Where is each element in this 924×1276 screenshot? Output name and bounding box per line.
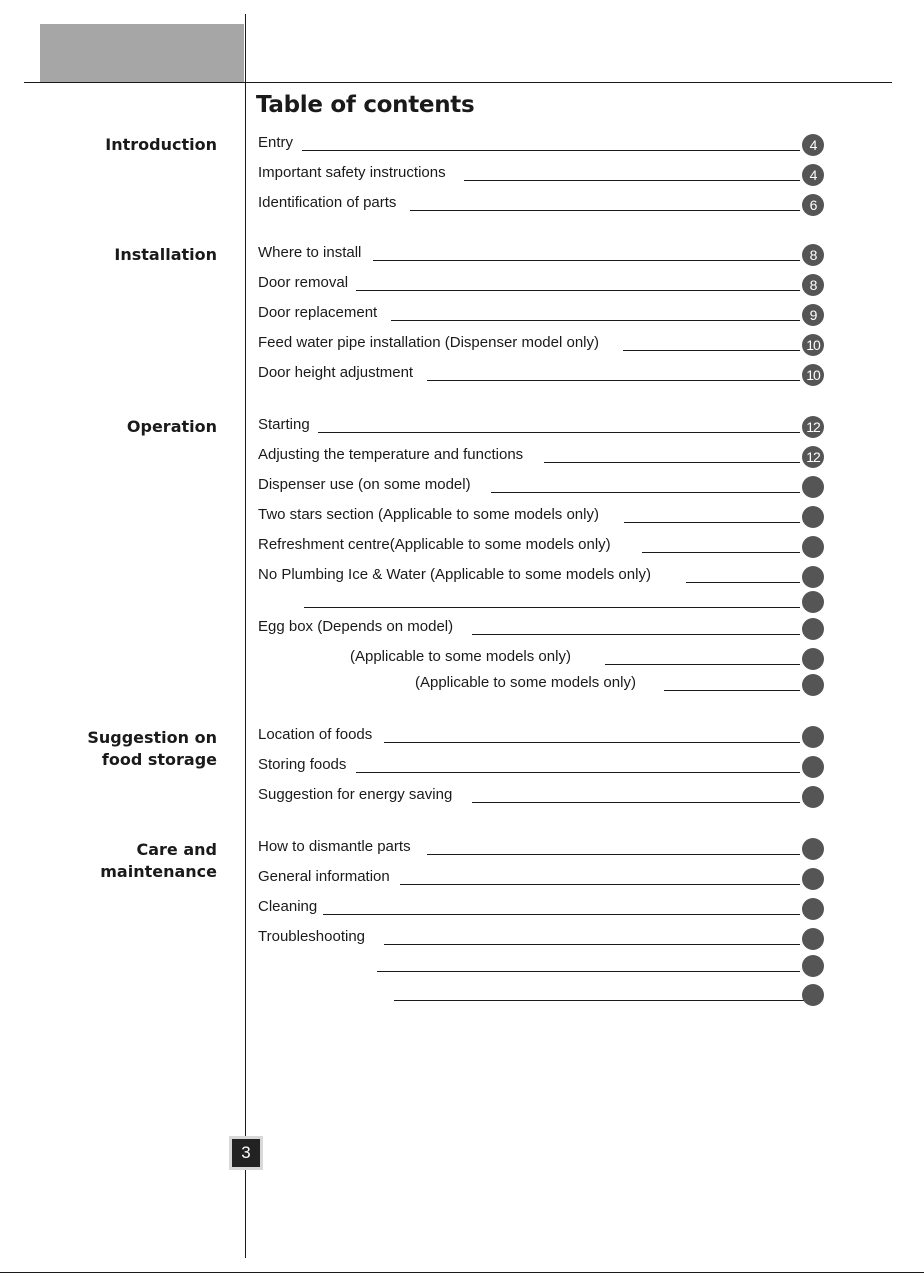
toc-entry-label: (Applicable to some models only): [415, 674, 636, 691]
toc-entry-label: Where to install: [258, 244, 362, 261]
section-label-line: Suggestion on: [87, 728, 217, 747]
toc-entry[interactable]: [258, 928, 824, 952]
bottom-rule: [0, 1272, 924, 1273]
toc-leader-line: [400, 884, 800, 885]
toc-entry[interactable]: [258, 648, 824, 672]
toc-entry[interactable]: [258, 756, 824, 780]
page-number-badge: [802, 674, 824, 696]
toc-entry-label: How to dismantle parts: [258, 838, 411, 855]
toc-leader-line: [464, 180, 800, 181]
page-number-badge: 12: [802, 416, 824, 438]
toc-leader-line: [624, 522, 800, 523]
toc-entry[interactable]: [258, 164, 824, 188]
toc-entry[interactable]: [258, 506, 824, 530]
toc-entry-label: Two stars section (Applicable to some models only): [258, 506, 599, 523]
page-number-badge: 4: [802, 164, 824, 186]
section-label-line: maintenance: [100, 862, 217, 881]
toc-leader-line: [472, 802, 800, 803]
toc-entry-label: Door height adjustment: [258, 364, 414, 381]
toc-entry[interactable]: [258, 591, 824, 615]
toc-entry-label: Egg box (Depends on model): [258, 618, 454, 635]
page-number-badge: [802, 984, 824, 1006]
toc-leader-line: [544, 462, 800, 463]
toc-leader-line: [686, 582, 800, 583]
margin-vertical-rule: [245, 14, 246, 1258]
page-title: Table of contents: [256, 92, 475, 118]
page-number-badge: 9: [802, 304, 824, 326]
toc-entry[interactable]: [258, 868, 824, 892]
toc-leader-line: [605, 664, 800, 665]
toc-entry-label: Suggestion for energy saving: [258, 786, 453, 803]
toc-entry[interactable]: [258, 898, 824, 922]
toc-entry[interactable]: [258, 955, 824, 979]
toc-leader-line: [410, 210, 800, 211]
toc-entry-label: Adjusting the temperature and functions: [258, 446, 524, 463]
page-number-badge: [802, 506, 824, 528]
toc-leader-line: [472, 634, 800, 635]
toc-entry[interactable]: [258, 416, 824, 440]
toc-entry[interactable]: [258, 446, 824, 470]
toc-entry[interactable]: [258, 984, 824, 1008]
toc-entry-label: Important safety instructions: [258, 164, 446, 181]
toc-entry[interactable]: [258, 786, 824, 810]
page-number-badge: [802, 476, 824, 498]
toc-leader-line: [427, 854, 800, 855]
toc-leader-line: [373, 260, 800, 261]
page-number-badge: [802, 591, 824, 613]
toc-entry[interactable]: [258, 536, 824, 560]
toc-leader-line: [384, 742, 800, 743]
page-number-badge: [802, 838, 824, 860]
toc-entry-label: Dispenser use (on some model): [258, 476, 471, 493]
page-number: 3: [232, 1139, 260, 1167]
toc-leader-line: [323, 914, 800, 915]
section-label-care-and-maintenance: [17, 839, 217, 883]
toc-leader-line: [356, 290, 800, 291]
page-number-badge: [802, 898, 824, 920]
toc-entry-label: Refreshment centre(Applicable to some models only): [258, 536, 611, 553]
section-label-introduction: Introduction: [105, 135, 217, 154]
toc-leader-line: [302, 150, 800, 151]
page-number-badge: 12: [802, 446, 824, 468]
toc-entry[interactable]: [258, 618, 824, 642]
toc-leader-line: [377, 971, 800, 972]
toc-entry-label: Door removal: [258, 274, 349, 291]
toc-leader-line: [394, 1000, 806, 1001]
section-label-line: food storage: [101, 750, 217, 769]
toc-entry[interactable]: [258, 566, 824, 590]
page-number-badge: [802, 536, 824, 558]
toc-leader-line: [356, 772, 800, 773]
page-number-badge: [802, 756, 824, 778]
toc-entry[interactable]: [258, 838, 824, 862]
toc-entry-label: Identification of parts: [258, 194, 397, 211]
toc-leader-line: [491, 492, 800, 493]
section-label-installation: Installation: [114, 245, 217, 264]
toc-entry[interactable]: [258, 194, 824, 218]
page-number-badge: [802, 955, 824, 977]
toc-entry-label: Entry: [258, 134, 294, 151]
toc-entry-label: Storing foods: [258, 756, 347, 773]
toc-entry[interactable]: [258, 364, 824, 388]
page-number-frame: [229, 1136, 263, 1170]
page-number-badge: [802, 868, 824, 890]
toc-leader-line: [427, 380, 800, 381]
toc-entry[interactable]: [258, 134, 824, 158]
toc-leader-line: [391, 320, 800, 321]
toc-leader-line: [664, 690, 800, 691]
toc-leader-line: [318, 432, 800, 433]
toc-entry[interactable]: [258, 674, 824, 698]
toc-entry[interactable]: [258, 304, 824, 328]
header-rule: [24, 82, 892, 83]
page-number-badge: [802, 648, 824, 670]
toc-entry[interactable]: [258, 274, 824, 298]
toc-entry-label: Door replacement: [258, 304, 378, 321]
toc-entry-label: Troubleshooting: [258, 928, 366, 945]
toc-leader-line: [623, 350, 800, 351]
toc-entry-label: No Plumbing Ice & Water (Applicable to some models only): [258, 566, 651, 583]
page-number-badge: [802, 928, 824, 950]
toc-entry-label: General information: [258, 868, 390, 885]
toc-entry-label: Starting: [258, 416, 310, 433]
toc-leader-line: [304, 607, 800, 608]
toc-entry[interactable]: [258, 244, 824, 268]
toc-leader-line: [384, 944, 800, 945]
page-number-badge: 6: [802, 194, 824, 216]
toc-entry[interactable]: [258, 334, 824, 358]
toc-entry-label: Feed water pipe installation (Dispenser model only): [258, 334, 600, 351]
toc-entry[interactable]: [258, 476, 824, 500]
page-number-badge: [802, 786, 824, 808]
toc-entry-label: Location of foods: [258, 726, 373, 743]
page-number-badge: 8: [802, 274, 824, 296]
toc-entry-label: (Applicable to some models only): [350, 648, 571, 665]
toc-entry-label: Cleaning: [258, 898, 318, 915]
page-number-badge: 10: [802, 364, 824, 386]
page-number-badge: 4: [802, 134, 824, 156]
section-label-line: Care and: [136, 840, 217, 859]
toc-entry[interactable]: [258, 726, 824, 750]
page-number-badge: 8: [802, 244, 824, 266]
page-number-badge: 10: [802, 334, 824, 356]
page-number-badge: [802, 566, 824, 588]
section-label-suggestion-on-food-storage: [17, 727, 217, 771]
section-label-operation: Operation: [126, 417, 217, 436]
header-gray-block: [40, 24, 244, 82]
toc-leader-line: [642, 552, 800, 553]
page-number-badge: [802, 726, 824, 748]
page-number-badge: [802, 618, 824, 640]
